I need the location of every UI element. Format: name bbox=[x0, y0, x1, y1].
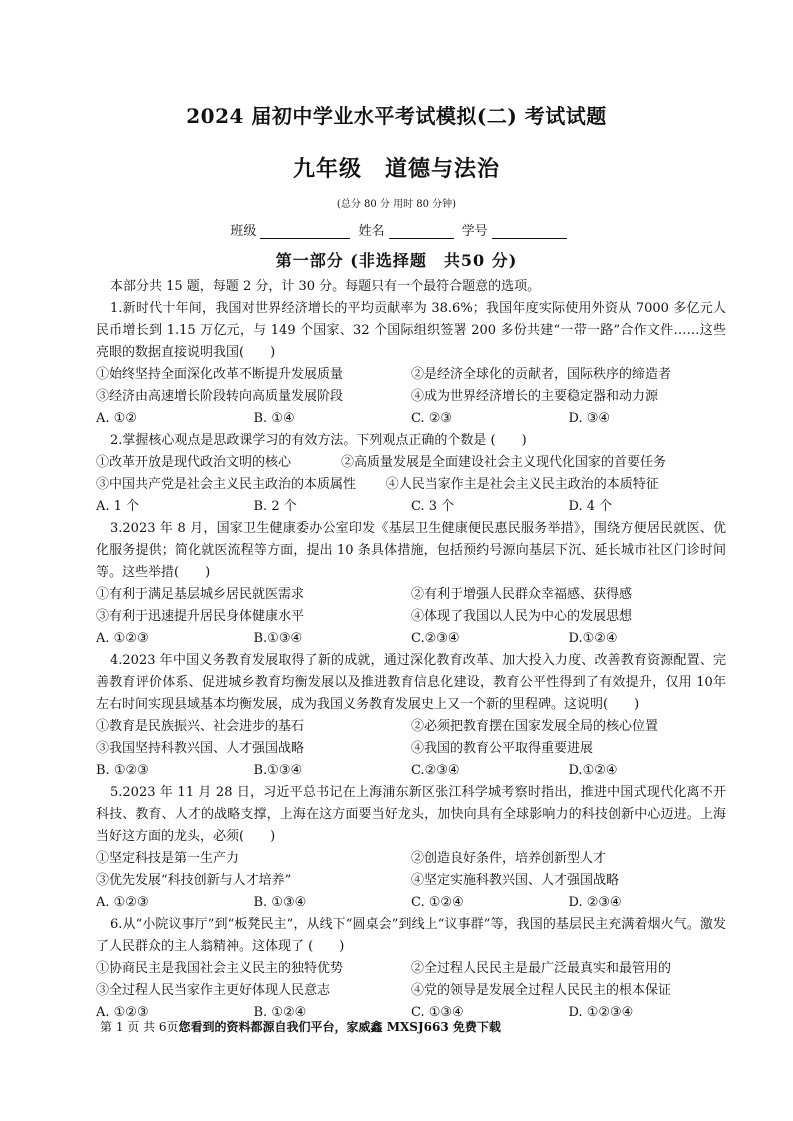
question-1-items-row1 bbox=[96, 364, 726, 386]
question-5-stem: 5.2023 年 11 月 28 日，习近平总书记在上海浦东新区张江科学城考察时指出，推进中国式现代化离不开科技、教育、人才的战略支撑，上海在这方面要当好龙头，加快向具有全球影响力的科技创新中心迈进。上海当好这方面的龙头，必须( ) bbox=[96, 785, 726, 844]
q2-choice-a[interactable]: A. 1 个 bbox=[96, 499, 140, 514]
q4-item-1: ①教育是民族振兴、社会进步的基石 bbox=[96, 719, 305, 734]
question-3-items-row1 bbox=[96, 584, 726, 606]
q6-item-4: ④党的领导是发展全过程人民民主的根本保证 bbox=[411, 983, 672, 998]
q2-choice-b[interactable]: B. 2 个 bbox=[253, 499, 297, 514]
student-info-fields bbox=[0, 220, 793, 239]
question-2-choices bbox=[96, 496, 726, 518]
question-2-items-line1 bbox=[96, 452, 726, 474]
q5-choice-b[interactable]: B. ①③④ bbox=[253, 895, 307, 910]
q5-choice-d[interactable]: D. ②③④ bbox=[568, 895, 622, 910]
q3-item-3: ③有利于迅速提升居民身体健康水平 bbox=[96, 609, 305, 624]
section-heading: 第一部分 (非选择题 共50 分) bbox=[275, 251, 518, 270]
q4-choice-d[interactable]: D.①②④ bbox=[568, 763, 618, 778]
q6-choice-d[interactable]: D. ①②③④ bbox=[568, 1005, 634, 1020]
q4-item-3: ③我国坚持科教兴国、人才强国战略 bbox=[96, 741, 305, 756]
q4-choice-a[interactable]: B. ①②③ bbox=[96, 763, 149, 778]
question-5-choices bbox=[96, 892, 726, 914]
q6-choice-b[interactable]: B. ①②④ bbox=[253, 1005, 307, 1020]
q6-choice-a[interactable]: A. ①②③ bbox=[96, 1005, 149, 1020]
footer-note: 您看到的资料都源自我们平台，家威鑫 MXSJ663 免费下载 bbox=[178, 1020, 501, 1034]
q6-item-1: ①协商民主是我国社会主义民主的独特优势 bbox=[96, 961, 344, 976]
q2-item-2: ②高质量发展是全面建设社会主义现代化国家的首要任务 bbox=[341, 455, 667, 470]
question-1-items-row2 bbox=[96, 386, 726, 408]
q3-choice-a[interactable]: A. ①②③ bbox=[96, 631, 149, 646]
q3-item-2: ②有利于增强人民群众幸福感、获得感 bbox=[411, 587, 633, 602]
question-4-choices bbox=[96, 760, 726, 782]
q5-item-4: ④坚定实施科教兴国、人才强国战略 bbox=[411, 873, 620, 888]
q1-choice-d[interactable]: D. ③④ bbox=[568, 411, 611, 426]
exam-body bbox=[96, 276, 726, 1024]
q6-item-3: ③全过程人民当家作主更好体现人民意志 bbox=[96, 983, 331, 998]
q5-item-2: ②创造良好条件，培养创新型人才 bbox=[411, 851, 607, 866]
exam-title: 2024 届初中学业水平考试模拟(二) 考试试题 bbox=[186, 104, 607, 128]
question-3-choices bbox=[96, 628, 726, 650]
question-3-items-row2 bbox=[96, 606, 726, 628]
page-number: 第 1 页 共 6页 bbox=[100, 1020, 179, 1034]
q4-choice-c[interactable]: C.②③④ bbox=[411, 763, 460, 778]
question-4-items-row1 bbox=[96, 716, 726, 738]
q4-item-4: ④我国的教育公平取得重要进展 bbox=[411, 741, 594, 756]
question-5-items-row1 bbox=[96, 848, 726, 870]
question-1-stem: 1.新时代十年间，我国对世界经济增长的平均贡献率为 38.6%；我国年度实际使用外资从 7000 多亿元人民币增长到 1.15 万亿元，与 149 个国家、32 个国际组织签署 200 多份共建“一带一路”合作文件……这些亮眼的数据直接说明我国( ) bbox=[96, 301, 726, 360]
question-6-items-row2 bbox=[96, 980, 726, 1002]
q3-choice-d[interactable]: D.①②④ bbox=[568, 631, 618, 646]
instructions: 本部分共 15 题，每题 2 分，计 30 分。每题只有一个最符合题意的选项。 bbox=[110, 279, 541, 294]
q6-choice-c[interactable]: C. ①③④ bbox=[411, 1005, 464, 1020]
student-id-label: 学号 bbox=[461, 224, 488, 239]
question-4-items-row2 bbox=[96, 738, 726, 760]
q1-item-2: ②是经济全球化的贡献者，国际秩序的缔造者 bbox=[411, 367, 672, 382]
q2-choice-d[interactable]: D. 4 个 bbox=[568, 499, 613, 514]
question-1-choices bbox=[96, 408, 726, 430]
q1-item-1: ①始终坚持全面深化改革不断提升发展质量 bbox=[96, 367, 344, 382]
q6-item-2: ②全过程人民民主是最广泛最真实和最管用的 bbox=[411, 961, 672, 976]
question-6-stem: 6.从“小院议事厅”到“板凳民主”，从线下“圆桌会”到线上“议事群”等，我国的基层民主充满着烟火气。激发了人民群众的主人翁精神。这体现了 ( ) bbox=[96, 917, 726, 954]
q1-item-3: ③经济由高速增长阶段转向高质量发展阶段 bbox=[96, 389, 344, 404]
page-footer bbox=[100, 1018, 720, 1035]
class-label: 班级 bbox=[230, 224, 257, 239]
q3-choice-b[interactable]: B.①③④ bbox=[253, 631, 303, 646]
question-3-stem: 3.2023 年 8 月，国家卫生健康委办公室印发《基层卫生健康便民惠民服务举措》，围绕方便居民就医、优化服务提供；简化就医流程等方面，提出 10 条具体措施，包括预约号源向基层下沉、延长城市社区门诊时间等。这些举措( ) bbox=[96, 521, 726, 580]
q3-choice-c[interactable]: C.②③④ bbox=[411, 631, 460, 646]
q4-choice-b[interactable]: B.①③④ bbox=[253, 763, 303, 778]
q3-item-1: ①有利于满足基层城乡居民就医需求 bbox=[96, 587, 305, 602]
q1-choice-c[interactable]: C. ②③ bbox=[411, 411, 453, 426]
question-2-items-row2 bbox=[96, 474, 726, 496]
question-6-items-row1 bbox=[96, 958, 726, 980]
question-5-items-row2 bbox=[96, 870, 726, 892]
question-4-stem: 4.2023 年中国义务教育发展取得了新的成就，通过深化教育改革、加大投入力度、改善教育资源配置、完善教育评价体系、促进城乡教育均衡发展以及推进教育信息化建设，教育公平性得到了有效提升，仅用 10年左右时间实现县域基本均衡发展，成为我国义务教育发展史上又一个新的里程碑。这说明( ) bbox=[96, 653, 726, 712]
q4-item-2: ②必须把教育摆在国家发展全局的核心位置 bbox=[411, 719, 659, 734]
q1-choice-b[interactable]: B. ①④ bbox=[253, 411, 295, 426]
student-id-field[interactable] bbox=[492, 226, 567, 239]
q5-item-3: ③优先发展“科技创新与人才培养” bbox=[96, 873, 292, 888]
q2-item-4: ④人民当家作主是社会主义民主政治的本质特征 bbox=[385, 477, 659, 492]
q1-choice-a[interactable]: A. ①② bbox=[96, 411, 137, 426]
q3-item-4: ④体现了我国以人民为中心的发展思想 bbox=[411, 609, 633, 624]
name-field[interactable] bbox=[389, 226, 454, 239]
name-label: 姓名 bbox=[358, 224, 385, 239]
exam-meta: (总分 80 分 用时 80 分钟) bbox=[336, 199, 457, 210]
class-field[interactable] bbox=[260, 226, 350, 239]
q5-item-1: ①坚定科技是第一生产力 bbox=[96, 851, 240, 866]
q2-item-3: ③中国共产党是社会主义民主政治的本质属性 bbox=[96, 477, 357, 492]
q2-item-1: ①改革开放是现代政治文明的核心 bbox=[96, 455, 292, 470]
q5-choice-c[interactable]: C. ①②④ bbox=[411, 895, 464, 910]
question-2-stem: 2.掌握核心观点是思政课学习的有效方法。下列观点正确的个数是 ( ) bbox=[110, 433, 527, 448]
exam-subtitle: 九年级 道德与法治 bbox=[292, 156, 500, 182]
q5-choice-a[interactable]: A. ①②③ bbox=[96, 895, 149, 910]
q2-choice-c[interactable]: C. 3 个 bbox=[411, 499, 455, 514]
q1-item-4: ④成为世界经济增长的主要稳定器和动力源 bbox=[411, 389, 659, 404]
